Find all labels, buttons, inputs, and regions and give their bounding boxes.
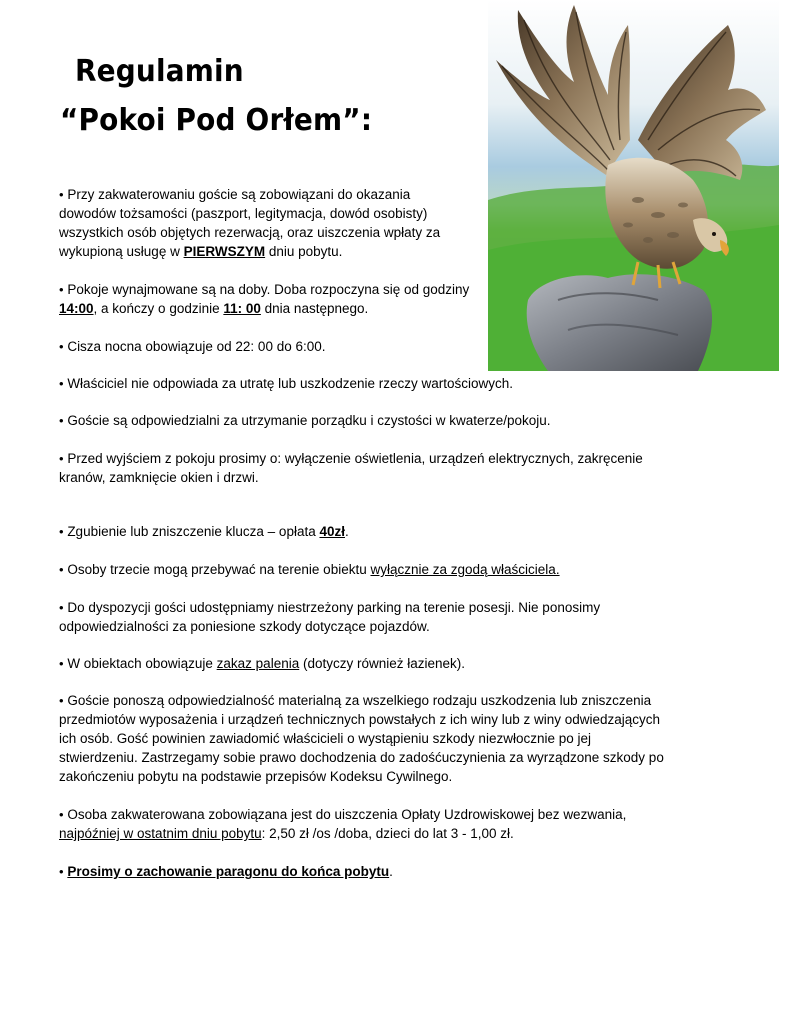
bullet-icon: • xyxy=(59,656,64,671)
document-subtitle: “Pokoi Pod Orłem”: xyxy=(60,103,373,138)
bullet-icon: • xyxy=(59,864,64,879)
rule-valuables: • Właściciel nie odpowiada za utratę lub uszkodzenie rzeczy wartościowych. xyxy=(59,376,514,391)
bullet-icon: • xyxy=(59,562,64,577)
bullet-icon: • xyxy=(59,600,64,615)
bullet-icon: • xyxy=(59,282,64,297)
rule-spa-fee: • Osoba zakwaterowana zobowiązana jest do uiszczenia Opłaty Uzdrowiskowej bez wezwania, najpóźniej w ostatnim dniu pobytu: 2,50 zł /os /doba, dzieci do lat 3 - 1,00 zł. xyxy=(59,807,627,841)
rule-lost-key: • Zgubienie lub zniszczenie klucza – opłata 40zł. xyxy=(59,524,349,539)
document-title: Regulamin xyxy=(75,54,244,89)
rule-quiet-hours: • Cisza nocna obowiązuje od 22: 00 do 6:00. xyxy=(59,339,326,354)
rule-checkin-id: • Przy zakwaterowaniu goście są zobowiązani do okazania dowodów tożsamości (paszport, legitymacja, dowód osobisty) wszystkich osób objętych rezerwacją, oraz uiszczenia wpłaty za wykupioną usługę w PIERWSZYM dniu pobytu. xyxy=(59,187,441,259)
bullet-icon: • xyxy=(59,524,64,539)
rule-before-leaving: • Przed wyjściem z pokoju prosimy o: wyłączenie oświetlenia, urządzeń elektrycznych, zakręcenie kranów, zamknięcie okien i drzwi. xyxy=(59,451,643,485)
rule-third-parties: • Osoby trzecie mogą przebywać na terenie obiektu wyłącznie za zgodą właściciela. xyxy=(59,562,560,577)
rule-cleanliness: • Goście są odpowiedzialni za utrzymanie porządku i czystości w kwaterze/pokoju. xyxy=(59,413,551,428)
rule-check-times: • Pokoje wynajmowane są na doby. Doba rozpoczyna się od godziny 14:00, a kończy o godzinie 11: 00 dnia następnego. xyxy=(59,282,470,316)
rule-liability: • Goście ponoszą odpowiedzialność materialną za wszelkiego rodzaju uszkodzenia lub zniszczenia przedmiotów wyposażenia i urządzeń technicznych powstałych z ich winy lub z winy odwiedzających ich osób. Gość powinien zawiadomić właścicieli o wystąpieniu szkody niezwłocznie po jej stwierdzeniu. Zastrzegamy sobie prawo dochodzenia do zadośćuczynienia za wyrządzone szkody po zakończeniu pobytu na podstawie przepisów Kodeksu Cywilnego. xyxy=(59,693,664,784)
rule-receipt: • Prosimy o zachowanie paragonu do końca pobytu. xyxy=(59,864,393,879)
bullet-icon: • xyxy=(59,413,64,428)
bullet-icon: • xyxy=(59,807,64,822)
bullet-icon: • xyxy=(59,376,64,391)
rule-parking: • Do dyspozycji gości udostępniamy niestrzeżony parking na terenie posesji. Nie ponosimy odpowiedzialności za poniesione szkody dotyczące pojazdów. xyxy=(59,600,601,634)
bullet-icon: • xyxy=(59,693,64,708)
bullet-icon: • xyxy=(59,339,64,354)
eagle-image xyxy=(488,0,779,371)
bullet-icon: • xyxy=(59,187,64,202)
rule-no-smoking: • W obiektach obowiązuje zakaz palenia (dotyczy również łazienek). xyxy=(59,656,466,671)
bullet-icon: • xyxy=(59,451,64,466)
